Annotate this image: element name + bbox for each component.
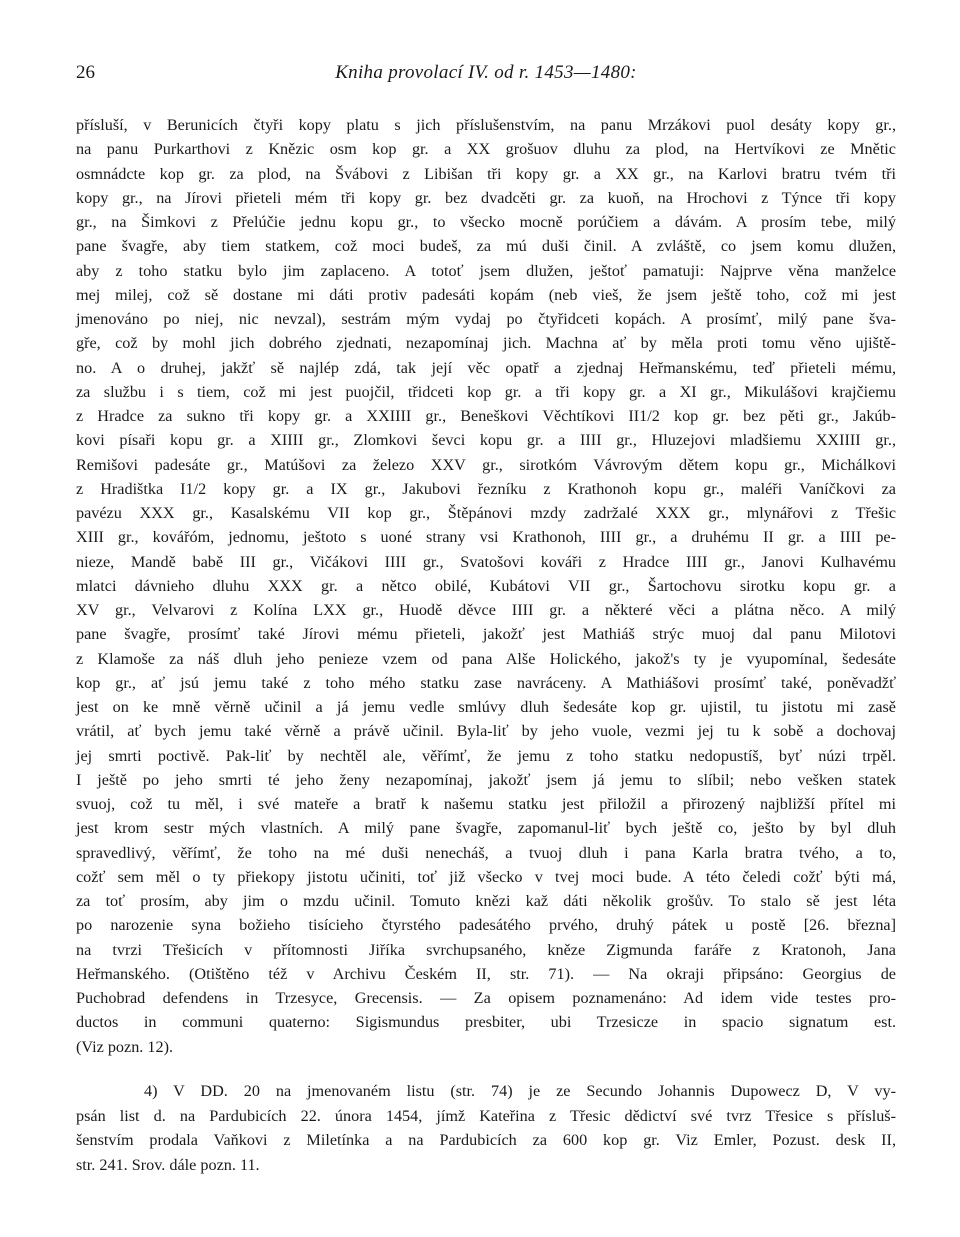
text-line: kopy gr., na Jírovi přieteli mém tři kopy gr. bez dvadcěti gr. za kuoň, na Hrochovi z Týnce tři kopy: [76, 188, 896, 207]
text-line: na panu Purkarthovi z Knězic osm kop gr. a XX grošuov dluhu za plod, na Hertvíkovi ze Mnětic: [76, 140, 896, 159]
text-line: spravedlivý, věřímť, že toho na mé duši nenecháš, a tvuoj dluh i pana Karla bratra tvého, a to,: [76, 843, 896, 862]
footnote-line: šenstvím prodala Vaňkovi z Miletínka a na Pardubicích za 600 kop gr. Viz Emler, Pozust. desk II,: [76, 1131, 896, 1149]
text-line: aby z toho statku bylo jim zaplaceno. A totoť jsem dlužen, ještoť pamatuji: Najprve věna manželce: [76, 261, 896, 280]
text-line: jest krom sestr mých vlastních. A milý pane švagře, zapomanul-liť bych ještě co, ješto by byl dluh: [76, 819, 896, 838]
text-line: za toť prosím, aby jim o mzdu učinil. Tomuto knězi kaž dáti několik grošův. To stalo sě jest léta: [76, 892, 896, 910]
text-line: cožť sem měl o ty přiekopy jistotu učiniti, toť již všecko v tvej moci bude. A této čeledi cožť býti má,: [76, 867, 896, 886]
footnote-line: 4) V DD. 20 na jmenovaném listu (str. 74) je ze Secundo Johannis Dupowecz D, V vy-: [144, 1082, 896, 1100]
text-line: po narozenie syna božieho tisícieho čtyrstého padesátého prvého, druhý pátek u postě [26. března]: [76, 916, 896, 935]
text-line: pane švagře, aby tiem statkem, což moci budeš, za mú duši činil. A zvláště, co jsem komu dlužen,: [76, 237, 896, 256]
text-line: osmnádcte kop gr. za plod, na Švábovi z Libišan tři kopy gr. a XX gr., na Karlovi bratru tvém tři: [76, 164, 896, 183]
footnote: [76, 1079, 896, 1177]
text-line: nieze, Mandě babě III gr., Vičákovi IIII gr., Svatošovi kováři z Hradce IIII gr., Janovi Kulhavému: [76, 552, 896, 571]
text-line: XIII gr., kovářóm, jednomu, ještoto s uoné strany vsi Krathonoh, IIII gr., a druhému II gr. a IIII pe-: [76, 528, 896, 547]
body-text: [76, 113, 896, 1059]
text-line: pavézu XXX gr., Kasalskému VII kop gr., Štěpánovi mzdy zadržalé XXX gr., mlynářovi z Třešic: [76, 504, 896, 522]
text-line: svuoj, což tu měl, i své mateře a bratř k našemu statku jest přiložil a přirozený najbližší přítel mi: [76, 795, 896, 813]
text-line: Heřmanského. (Otištěno též v Archivu Českém II, str. 71). — Na okraji připsáno: Georgius de: [76, 964, 896, 983]
text-line: (Viz pozn. 12).: [76, 1037, 174, 1056]
page-number: 26: [76, 62, 95, 83]
page-header: [76, 62, 896, 88]
text-line: kop gr., ať jsú jemu také z toho mého statku zase navráceny. A Mathiášovi prosímť také, poněvadžť: [76, 673, 896, 692]
text-line: ductos in communi quaterno: Sigismundus presbiter, ubi Trzesicze in spacio signatum est.: [76, 1013, 896, 1032]
text-line: no. A o druhej, jakžť sě najlép zdá, tak její věc opatř a zjednaj Heřmanskému, teď přieteli mému,: [76, 358, 896, 377]
text-line: gře, což by mohl jich dobrého zjednati, nezapomínaj jich. Machna ať by měla proti tomu věno ujiště-: [76, 334, 896, 353]
text-line: z Hradce za sukno tři kopy gr. a XXIIII gr., Beneškovi Věchtíkovi II1/2 kop gr. bez pěti gr., Jakúb-: [76, 407, 896, 425]
text-line: za službu i s tiem, což mi jest puojčil, třidceti kop gr. a tři kopy gr. a XI gr., Mikulášovi krajčiemu: [76, 382, 896, 401]
text-line: z Hradištka I1/2 kopy gr. a IX gr., Jakubovi řezníku z Krathonoh kopu gr., maléři Vaníčkovi za: [76, 479, 896, 498]
text-line: XV gr., Velvarovi z Kolína LXX gr., Huodě děvce IIII gr. a některé věci a plátna něco. A milý: [76, 601, 896, 619]
text-line: vrátil, ať bych jemu také věrně a právě učinil. Byla-liť by jeho vuole, vezmi jej tu k sobě a dochovaj: [76, 722, 896, 741]
text-line: gr., na Šimkovi z Přelúčie jednu kopu gr., to všecko mocně porúčiem a dávám. A prosím tebe, milý: [76, 213, 896, 231]
text-line: jmenováno po niej, nic nevzal), sestrám mým vydaj po čtyřidceti kopách. A prosímť, milý pane šva-: [76, 310, 896, 328]
text-line: na tvrzi Třešicích v přítomnosti Jiříka svrchupsaného, kněze Zigmunda faráře z Kratonoh, Jana: [76, 940, 896, 959]
text-line: I ještě po jeho smrti té jeho ženy nezapomínaj, jakožť jsem já jemu to slíbil; nebo vešken statek: [76, 770, 896, 789]
footnote-line: psán list d. na Pardubicích 22. února 1454, jímž Kateřina z Třesic dědictví své tvrz Třesice s přísluš-: [76, 1106, 896, 1125]
text-line: jest on ke mně věrně učinil a já jemu vedle smlúvy dluh šedesáte kop gr. ujistil, tu jistotu mi zasě: [76, 698, 896, 716]
running-title: Kniha provolací IV. od r. 1453—1480:: [335, 62, 637, 83]
text-line: mej milej, což sě dostane mi dáti protiv padesáti kopám (neb vieš, že jsem ještě toho, což mi jest: [76, 285, 896, 304]
footnote-line: str. 241. Srov. dále pozn. 11.: [76, 1155, 260, 1174]
text-line: přísluší, v Berunicích čtyři kopy platu s jich příslušenstvím, na panu Mrzákovi puol desáty kopy gr.,: [76, 116, 896, 134]
text-line: kovi písaři kopu gr. a XIIII gr., Zlomkovi ševci kopu gr. a IIII gr., Hluzejovi mladšiemu XXIIII gr.,: [76, 431, 896, 450]
text-line: pane švagře, prosímť také Jírovi mému přieteli, jakožť jest Mathiáš strýc muoj dal panu Milotovi: [76, 625, 896, 644]
text-line: jej smrti poctivě. Pak-liť by nechtěl ale, věřímť, že jemu z toho statku nedopustíš, byť núzi trpěl.: [76, 746, 896, 765]
text-line: z Klamoše za náš dluh jeho penieze vzem od pana Alše Holického, jakož's ty je vyupomínal, šedesáte: [76, 649, 896, 668]
text-line: Puchobrad defendens in Trzesyce, Grecensis. — Za opisem poznamenáno: Ad idem vide testes pro-: [76, 989, 896, 1007]
text-line: mlatci dávnieho dluhu XXX gr. a nětco obilé, Kubátovi VII gr., Šartochovu sirotku kopu gr. a: [76, 576, 896, 595]
text-line: Remišovi padesáte gr., Matúšovi za železo XXV gr., sirotkóm Vávrovým dětem kopu gr., Michálkovi: [76, 455, 896, 474]
